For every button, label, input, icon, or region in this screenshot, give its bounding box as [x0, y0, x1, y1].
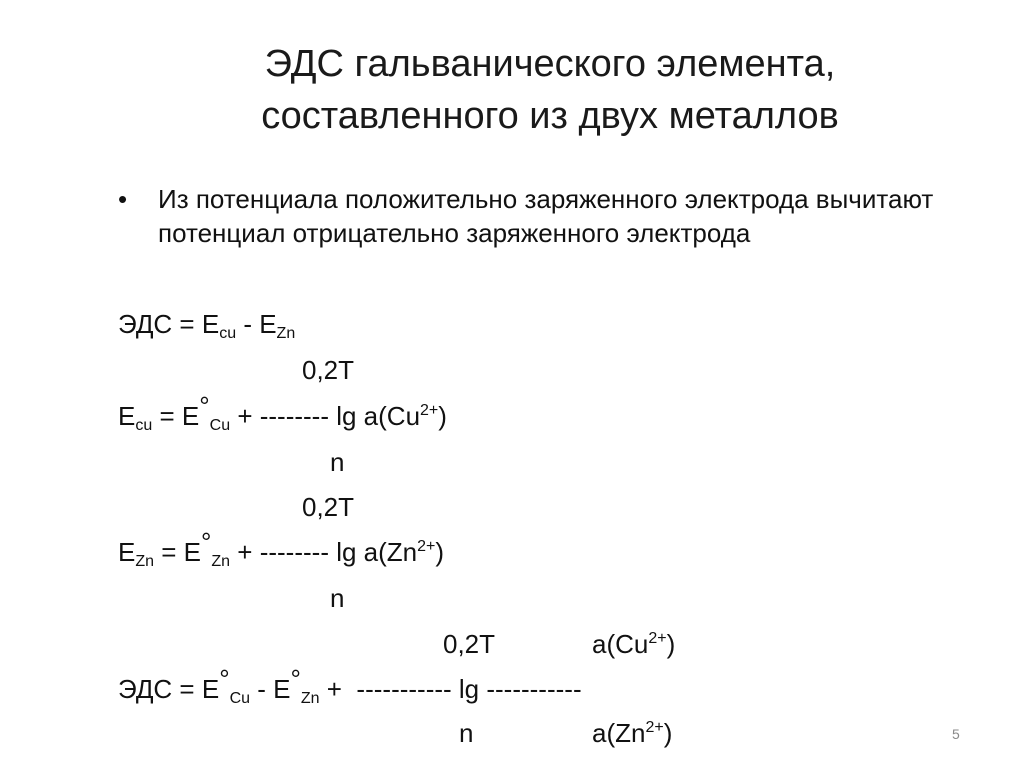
equation-zn-potential — [118, 527, 445, 570]
eq1-lhs: ЭДС = E — [118, 309, 220, 339]
eq4-denominator: n — [459, 718, 474, 748]
eq3-sub-zn-std: Zn — [211, 553, 231, 570]
eq3-close: ) — [435, 537, 445, 567]
page-number: 5 — [952, 726, 960, 742]
eq3-rest: + -------- lg a(Zn — [230, 537, 418, 567]
eq4-mid: - E — [250, 674, 291, 704]
eq4-activity-cu-charge: 2+ — [648, 630, 667, 647]
eq2-charge: 2+ — [420, 402, 439, 419]
eq4-numerator: 0,2T — [443, 629, 496, 659]
eq3-equals: = E — [154, 537, 201, 567]
eq3-degree: ° — [201, 527, 212, 557]
eq3-denominator: n — [330, 583, 345, 613]
eq4-sub-cu: Cu — [229, 690, 251, 707]
eq2-sub-cu-std: Cu — [209, 417, 231, 434]
eq4-activity-zn-base: a(Zn — [592, 718, 646, 748]
eq2-numerator: 0,2T — [302, 355, 355, 385]
eq4-lhs: ЭДС = E — [118, 674, 220, 704]
eq4-rest: + ----------- lg ----------- — [319, 674, 582, 704]
eq4-activity-zn — [592, 717, 672, 749]
eq2-denominator: n — [330, 447, 345, 477]
equation-emf-full — [118, 664, 582, 707]
title-line-2: составленного из двух металлов — [261, 95, 839, 137]
eq2-equals: = E — [152, 401, 200, 431]
eq1-sub-zn: Zn — [276, 325, 296, 342]
slide-title — [0, 38, 1024, 142]
eq2-sub-cu: cu — [135, 417, 153, 434]
eq4-activity-cu — [592, 628, 675, 660]
eq3-charge: 2+ — [417, 538, 436, 555]
eq4-degree-1: ° — [219, 664, 230, 694]
bullet-text: Из потенциала положительно заряженного электрода вычитают потенциал отрицательно заряженного электрода — [158, 184, 934, 248]
eq2-rest: + -------- lg a(Cu — [230, 401, 421, 431]
eq4-activity-zn-close: ) — [663, 718, 673, 748]
eq3-lhs: E — [118, 537, 136, 567]
title-line-1: ЭДС гальванического элемента, — [264, 43, 836, 85]
eq1-sub-cu: cu — [219, 325, 237, 342]
equation-emf-difference — [118, 308, 295, 340]
eq3-sub-zn: Zn — [135, 553, 155, 570]
eq2-degree: ° — [199, 391, 210, 421]
eq4-activity-cu-base: a(Cu — [592, 629, 649, 659]
eq1-mid: - E — [236, 309, 277, 339]
eq2-lhs: E — [118, 401, 136, 431]
bullet-marker: • — [118, 184, 128, 214]
eq4-degree-2: ° — [290, 664, 301, 694]
eq4-sub-zn: Zn — [300, 690, 320, 707]
eq4-activity-zn-charge: 2+ — [645, 719, 664, 736]
eq4-activity-cu-close: ) — [666, 629, 676, 659]
equation-cu-potential — [118, 391, 447, 434]
eq2-close: ) — [438, 401, 447, 431]
eq3-numerator: 0,2T — [302, 492, 355, 522]
